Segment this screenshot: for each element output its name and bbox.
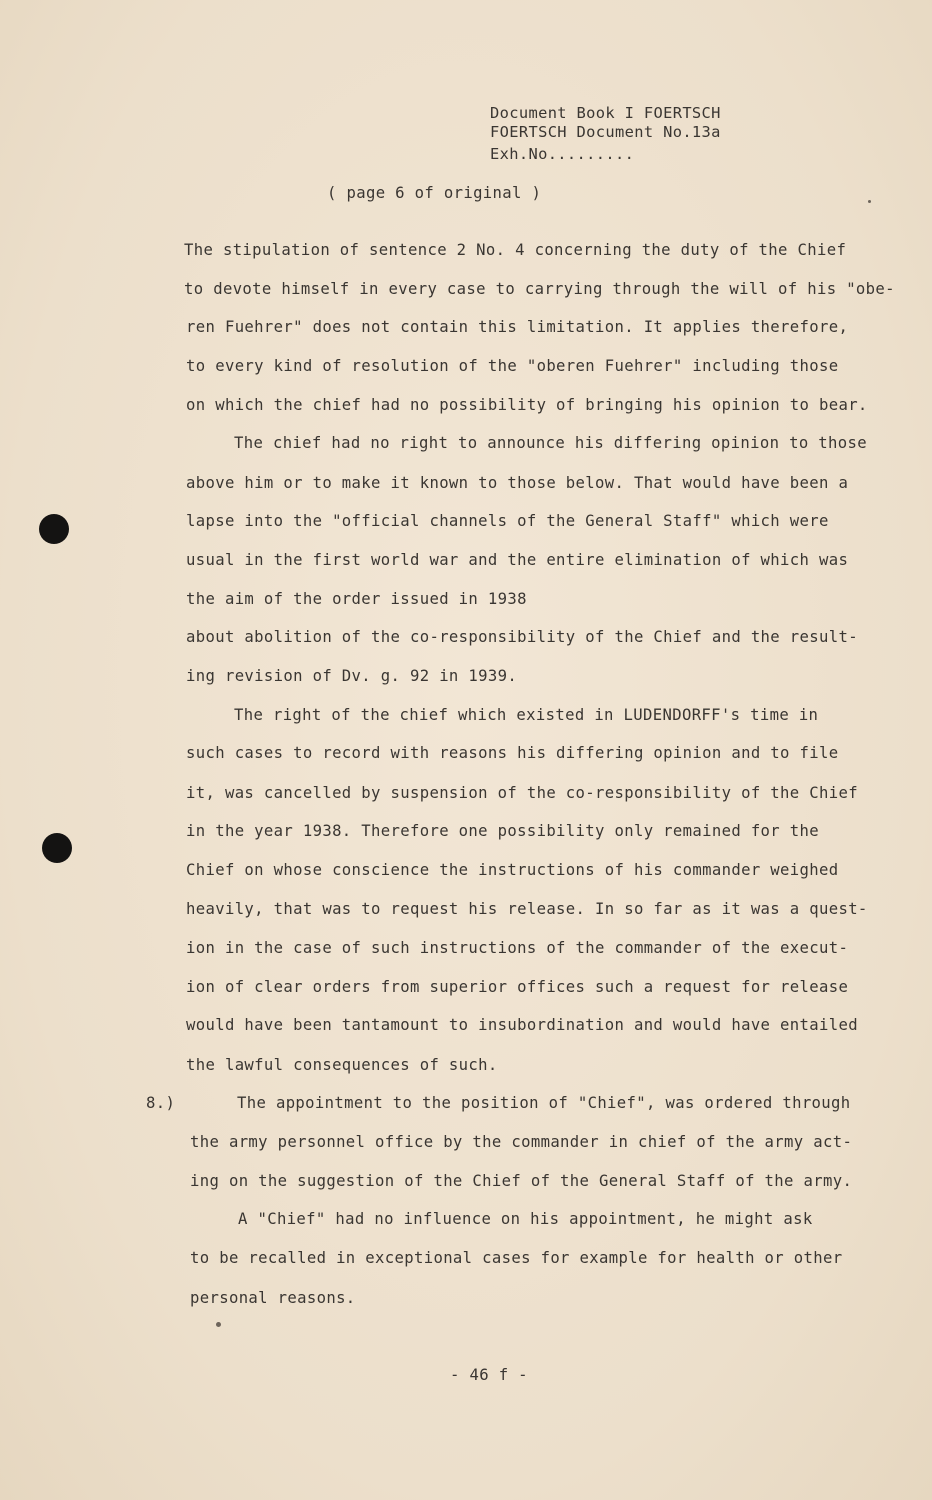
body-line: ion in the case of such instructions of the commander of the execut- xyxy=(186,939,849,957)
page-number: - 46 f - xyxy=(450,1366,528,1384)
body-line: Chief on whose conscience the instructions of his commander weighed xyxy=(186,861,839,879)
body-line: The chief had no right to announce his differing opinion to those xyxy=(234,434,867,452)
body-line: to every kind of resolution of the "oberen Fuehrer" including those xyxy=(186,357,839,375)
body-line: The appointment to the position of "Chief", was ordered through xyxy=(237,1094,851,1112)
body-line: would have been tantamount to insubordination and would have entailed xyxy=(186,1016,858,1034)
document-book-label: Document Book I FOERTSCH xyxy=(490,104,721,122)
ink-speck xyxy=(868,200,871,203)
body-line: personal reasons. xyxy=(190,1289,356,1307)
body-line: A "Chief" had no influence on his appointment, he might ask xyxy=(238,1210,813,1228)
body-line: to devote himself in every case to carrying through the will of his "obe- xyxy=(184,280,895,298)
exhibit-number-label: Exh.No......... xyxy=(490,145,635,163)
document-number-label: FOERTSCH Document No.13a xyxy=(490,123,721,141)
punch-hole xyxy=(39,514,69,544)
body-line: the lawful consequences of such. xyxy=(186,1056,498,1074)
body-line: ing revision of Dv. g. 92 in 1939. xyxy=(186,667,518,685)
body-line: it, was cancelled by suspension of the co-responsibility of the Chief xyxy=(186,784,858,802)
body-line: ren Fuehrer" does not contain this limitation. It applies therefore, xyxy=(186,318,849,336)
body-line: usual in the first world war and the entire elimination of which was xyxy=(186,551,849,569)
punch-hole xyxy=(42,833,72,863)
body-line: in the year 1938. Therefore one possibility only remained for the xyxy=(186,822,819,840)
body-line: to be recalled in exceptional cases for example for health or other xyxy=(190,1249,843,1267)
body-line: The right of the chief which existed in LUDENDORFF's time in xyxy=(234,706,819,724)
body-line: such cases to record with reasons his differing opinion and to file xyxy=(186,744,839,762)
body-line: the aim of the order issued in 1938 xyxy=(186,590,527,608)
body-line: lapse into the "official channels of the General Staff" which were xyxy=(186,512,829,530)
body-line: ing on the suggestion of the Chief of the General Staff of the army. xyxy=(190,1172,853,1190)
body-line: about abolition of the co-responsibility of the Chief and the result- xyxy=(186,628,858,646)
body-line: The stipulation of sentence 2 No. 4 concerning the duty of the Chief xyxy=(184,241,847,259)
page-of-original-label: ( page 6 of original ) xyxy=(327,184,542,202)
body-line: heavily, that was to request his release. In so far as it was a quest- xyxy=(186,900,868,918)
ink-speck xyxy=(216,1322,221,1327)
body-line: the army personnel office by the commander in chief of the army act- xyxy=(190,1133,853,1151)
section-number: 8.) xyxy=(146,1094,176,1112)
body-line: above him or to make it known to those below. That would have been a xyxy=(186,474,849,492)
body-line: ion of clear orders from superior offices such a request for release xyxy=(186,978,849,996)
body-line: on which the chief had no possibility of bringing his opinion to bear. xyxy=(186,396,868,414)
